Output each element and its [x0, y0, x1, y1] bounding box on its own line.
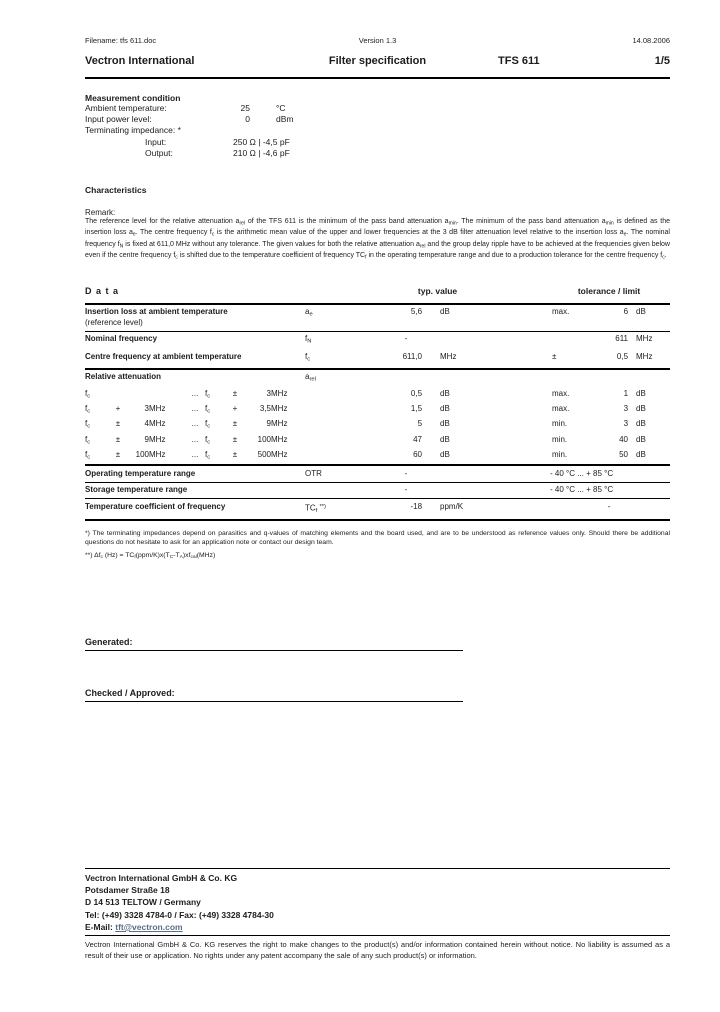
cell-tolerance-value: 50	[590, 449, 628, 465]
parameter-label: Insertion loss at ambient temperature	[85, 307, 228, 317]
cell-spacer	[485, 465, 548, 482]
cell-typ-value: 1,5	[410, 404, 423, 414]
cell-spacer	[485, 418, 548, 433]
cell-spacer	[485, 434, 548, 449]
frequency-range-part: 100	[257, 434, 271, 444]
frequency-range-part: $f_c$	[205, 388, 211, 400]
cell-tolerance-unit: dB	[636, 419, 646, 429]
cell-parameter-label	[85, 369, 305, 388]
measurement-impedance-row	[85, 148, 670, 159]
frequency-range-part: ...	[191, 434, 199, 444]
version-label: Version 1.3	[358, 36, 397, 45]
parameter-label: Relative attenuation	[85, 372, 162, 382]
frequency-range-part: ±	[115, 419, 121, 429]
remark-paragraph: The reference level for the relative attenuation $a_{rel}$ of the TFS 611 is the minimum of the pass band attenuation $a_{min}$. The minimum of the pass band attenuation $a_{min}$ is defined as the insertion loss $a_e$. The centre frequency $f_c$ is the arithmetic mean value of the upper and lower frequencies at the 3 dB filter attenuation level relative to the insertion loss $a_e$. The nominal frequency $f_N$ is fixed at 611,0 MHz without any tolerance. The given values for both the relative attenuation $a_{rel}$ and the group delay ripple have to be achieved at the frequencies given below even if the centre frequency $f_c$ is shifted due to the temperature coefficient of frequency $TC_f$ in the operating temperature range and due to a production tolerance for the centre frequency $f_c$.	[85, 218, 670, 261]
cell-tolerance-dash: -	[548, 499, 670, 520]
frequency-range-part: +	[232, 404, 238, 414]
cell-typ-unit: dB	[422, 449, 485, 465]
cell-typ-unit	[422, 465, 485, 482]
table-row	[85, 465, 670, 482]
table-row	[85, 482, 670, 499]
cell-frequency-range	[85, 434, 305, 449]
measurement-impedance-row	[85, 137, 670, 148]
table-row	[85, 350, 670, 369]
frequency-range-part: MHz	[271, 388, 288, 398]
footer-bottom-rule	[85, 935, 670, 936]
cell-spacer	[485, 482, 548, 499]
cell-tolerance-unit: dB	[636, 404, 646, 414]
frequency-range-part: +	[115, 404, 121, 414]
table-row	[85, 434, 670, 449]
cell-symbol	[305, 418, 390, 433]
cell-frequency-range	[85, 449, 305, 465]
table-row	[85, 418, 670, 433]
parameter-label: Temperature coefficient of frequency	[85, 501, 226, 511]
footer-email-line	[85, 921, 670, 933]
cell-typ-value: 5,6	[390, 304, 422, 332]
page-content	[85, 36, 670, 702]
cell-parameter-label	[85, 350, 305, 369]
cell-symbol: $a_e$	[305, 304, 390, 332]
frequency-range-part	[109, 389, 127, 402]
cell-tolerance-prefix	[548, 331, 590, 349]
measurement-row	[85, 125, 670, 136]
cell-symbol	[305, 482, 390, 499]
measurement-condition-heading: Measurement condition	[85, 93, 181, 103]
table-row	[85, 388, 670, 403]
cell-typ-unit: dB	[440, 404, 450, 414]
measurement-row	[85, 114, 670, 125]
cell-symbol	[305, 388, 390, 403]
cell-tolerance-range: - 40 °C ... + 85 °C	[548, 482, 670, 499]
frequency-range-part: MHz	[149, 404, 166, 414]
frequency-range-part: ...	[191, 450, 199, 460]
frequency-range-part: ...	[191, 388, 199, 398]
filename-label: Filename: tfs 611.doc	[85, 36, 157, 45]
frequency-range-part: $f_c$	[205, 404, 211, 415]
cell-tolerance-value: 611	[615, 334, 629, 344]
parameter-label: Storage temperature range	[85, 485, 188, 495]
cell-tolerance-prefix: min.	[552, 434, 568, 444]
frequency-range-part: 3,5	[259, 404, 271, 414]
cell-tolerance-unit: MHz	[636, 334, 653, 344]
measurement-row	[85, 103, 670, 114]
frequency-range-part: ±	[232, 388, 238, 398]
cell-empty	[390, 369, 670, 388]
table-header-typ-value: typ. value	[417, 285, 458, 296]
page-footer	[85, 868, 670, 961]
footer-disclaimer: Vectron International GmbH & Co. KG reserves the right to make changes to the product(s) and/or information contained herein without notice. No liability is assumed as a result of their use or application. No rights under any patent accompany the sale of any such product(s) or information.	[85, 940, 670, 961]
frequency-range-part: MHz	[271, 450, 288, 460]
cell-typ-value: -	[390, 465, 422, 482]
measurement-row-value: 0	[245, 114, 250, 125]
footer-city: D 14 513 TELTOW / Germany	[85, 897, 201, 908]
cell-typ-unit	[422, 331, 485, 349]
cell-typ-unit: dB	[440, 388, 450, 398]
cell-parameter-label	[85, 304, 305, 332]
frequency-range-part: $f_c$	[85, 419, 91, 430]
table-header-tolerance: tolerance / limit	[577, 285, 641, 296]
cell-tolerance-unit: MHz	[628, 350, 670, 369]
measurement-row-unit: °C	[276, 103, 286, 113]
parameter-label: Nominal frequency	[85, 334, 158, 344]
checked-approved-label: Checked / Approved:	[85, 688, 175, 699]
cell-parameter-label	[85, 465, 305, 482]
frequency-range-part: MHz	[149, 450, 166, 460]
footer-top-rule	[85, 868, 670, 869]
cell-typ-value: 60	[390, 449, 422, 465]
frequency-range-part: MHz	[271, 434, 288, 444]
table-row	[85, 304, 670, 332]
header-title-row	[85, 55, 670, 69]
frequency-range-part: ±	[232, 434, 238, 444]
cell-tolerance-value: 3	[623, 404, 629, 414]
frequency-range-part: 3	[266, 388, 271, 398]
cell-typ-value: -	[390, 482, 422, 499]
cell-spacer	[485, 403, 548, 418]
table-header-spacer	[485, 286, 548, 304]
frequency-range-part: ±	[232, 450, 238, 460]
footer-address-block	[85, 872, 670, 933]
cell-typ-unit: MHz	[422, 350, 485, 369]
cell-tolerance-prefix: max.	[548, 304, 590, 332]
frequency-range-part	[127, 389, 149, 402]
cell-tolerance-prefix: max.	[552, 404, 570, 414]
frequency-range-part: ±	[232, 419, 238, 429]
parameter-label: Centre frequency at ambient temperature	[85, 352, 242, 362]
generated-signature-line	[85, 637, 463, 651]
cell-typ-value: 611,0	[390, 350, 422, 369]
table-row	[85, 499, 670, 520]
cell-symbol: OTR	[305, 465, 390, 482]
checked-approved-signature-line	[85, 688, 463, 702]
cell-spacer	[485, 331, 548, 349]
cell-tolerance-prefix: min.	[552, 419, 568, 429]
table-row	[85, 331, 670, 349]
frequency-range-part: 100	[135, 450, 149, 460]
table-header-row	[85, 286, 670, 304]
cell-parameter-label	[85, 499, 305, 520]
impedance-row-value: 250 Ω | -4,5 pF	[233, 136, 290, 147]
header-meta-row	[85, 36, 670, 46]
cell-frequency-range	[85, 418, 305, 433]
cell-tolerance-value: 3	[623, 419, 629, 429]
measurement-row-value: 25	[240, 103, 250, 113]
cell-spacer	[485, 350, 548, 369]
frequency-range-part: $f_c$	[85, 450, 91, 461]
frequency-range-part	[149, 389, 185, 402]
footer-company: Vectron International GmbH & Co. KG	[85, 873, 238, 883]
footnotes-section	[85, 530, 670, 564]
cell-tolerance-value: 40	[619, 434, 629, 444]
cell-tolerance-value: 6	[590, 304, 628, 332]
table-header-data: D a t a	[85, 285, 120, 296]
cell-parameter-label	[85, 482, 305, 499]
measurement-condition-section	[85, 103, 670, 159]
frequency-range-part: $f_c$	[85, 404, 91, 415]
measurement-row-label: Ambient temperature:	[85, 103, 167, 113]
cell-tolerance-prefix: ±	[548, 350, 590, 369]
footer-phone: Tel: (+49) 3328 4784-0 / Fax: (+49) 3328 4784-30	[85, 909, 274, 920]
data-table	[85, 286, 670, 521]
frequency-range-part: MHz	[271, 404, 288, 414]
cell-tolerance-prefix: max.	[552, 388, 570, 398]
cell-symbol: $f_c$	[305, 350, 390, 369]
cell-symbol	[305, 434, 390, 449]
frequency-range	[85, 404, 305, 417]
frequency-range-part: 9	[144, 434, 149, 444]
frequency-range-part: MHz	[149, 434, 166, 444]
page-number: 1/5	[654, 55, 670, 67]
company-name: Vectron International	[85, 55, 195, 67]
cell-symbol	[305, 403, 390, 418]
cell-tolerance-unit: dB	[636, 388, 646, 398]
frequency-range-part: 4	[144, 419, 149, 429]
table-row	[85, 403, 670, 418]
frequency-range-part: MHz	[149, 419, 166, 429]
frequency-range-part: $f_c$	[85, 434, 91, 446]
cell-tolerance-value: 0,5	[590, 350, 628, 369]
cell-spacer	[485, 449, 548, 465]
cell-tolerance-unit: dB	[628, 304, 670, 332]
frequency-range	[85, 389, 305, 402]
impedance-row-value: 210 Ω | -4,6 pF	[233, 147, 290, 158]
cell-symbol: $TC_f$ **)	[305, 499, 390, 520]
frequency-range-part: 3	[144, 404, 149, 414]
remark-label: Remark:	[85, 208, 116, 218]
cell-typ-unit: dB	[422, 304, 485, 332]
cell-parameter-label	[85, 331, 305, 349]
frequency-range-part: 500	[257, 450, 271, 460]
cell-spacer	[485, 499, 548, 520]
parameter-sublabel: (reference level)	[85, 317, 143, 327]
characteristics-heading: Characteristics	[85, 185, 147, 196]
frequency-range-part: ±	[115, 434, 121, 444]
frequency-range-part: $f_c$	[205, 419, 211, 430]
cell-tolerance-value: 1	[623, 388, 629, 398]
frequency-range-part: $f_c$	[205, 450, 211, 461]
frequency-range-part: 9	[266, 419, 271, 429]
table-row	[85, 449, 670, 465]
frequency-range-part: $f_c$	[85, 388, 91, 400]
cell-tolerance-prefix: min.	[548, 449, 590, 465]
frequency-range-part: ...	[191, 404, 199, 414]
cell-typ-value: 5	[417, 419, 423, 429]
frequency-range	[85, 419, 305, 432]
cell-symbol: $f_N$	[305, 334, 312, 345]
frequency-range-part: ±	[115, 450, 121, 460]
impedance-row-label: Output:	[145, 147, 173, 158]
cell-typ-value: 0,5	[410, 388, 423, 398]
cell-spacer	[485, 388, 548, 403]
cell-typ-value: -18	[390, 499, 422, 520]
frequency-range-part: ...	[191, 419, 199, 429]
document-title: Filter specification	[328, 55, 427, 67]
header-rule	[85, 77, 670, 79]
email-link[interactable]: tft@vectron.com	[115, 921, 183, 932]
cell-tolerance-unit: dB	[636, 434, 646, 444]
email-label: E-Mail:	[85, 921, 113, 932]
parameter-label: Operating temperature range	[85, 468, 196, 478]
cell-spacer	[485, 304, 548, 332]
cell-typ-value: 47	[413, 434, 423, 444]
frequency-range	[85, 435, 305, 448]
cell-frequency-range	[85, 388, 305, 403]
frequency-range-part: MHz	[271, 419, 288, 429]
cell-tolerance-range: - 40 °C ... + 85 °C	[548, 465, 670, 482]
table-row	[85, 369, 670, 388]
cell-symbol: $a_{rel}$	[305, 372, 316, 383]
cell-tolerance-unit: dB	[628, 449, 670, 465]
cell-frequency-range	[85, 403, 305, 418]
footnote-formula: **) $\Delta f_c$ $(Hz) = TC_f(ppm/K)x(T_C-T_A)xf_{cal}(MHz)$	[85, 552, 216, 561]
generated-label: Generated:	[85, 637, 133, 648]
measurement-row-label: Terminating impedance: *	[85, 125, 181, 136]
footer-street: Potsdamer Straße 18	[85, 885, 170, 896]
cell-symbol	[305, 449, 390, 465]
footnote-terminating-impedance: *) The terminating impedances depend on parasitics and q-values of matching elements and the board used, and are to be understood as reference values only. Should there be additional questions do not hesitate to ask for an application note or contact our design team.	[85, 529, 670, 546]
measurement-row-unit: dBm	[276, 114, 294, 125]
date-label: 14.08.2006	[632, 36, 670, 45]
frequency-range	[85, 450, 305, 463]
product-code: TFS 611	[498, 55, 540, 67]
cell-typ-unit: ppm/K	[422, 499, 485, 520]
cell-typ-unit: dB	[440, 419, 450, 429]
cell-typ-unit: dB	[440, 434, 450, 444]
cell-typ-unit	[422, 482, 485, 499]
frequency-range-part: $f_c$	[205, 434, 211, 446]
measurement-row-label: Input power level:	[85, 114, 152, 125]
cell-typ-value: -	[404, 334, 408, 344]
impedance-row-label: Input:	[145, 136, 167, 147]
